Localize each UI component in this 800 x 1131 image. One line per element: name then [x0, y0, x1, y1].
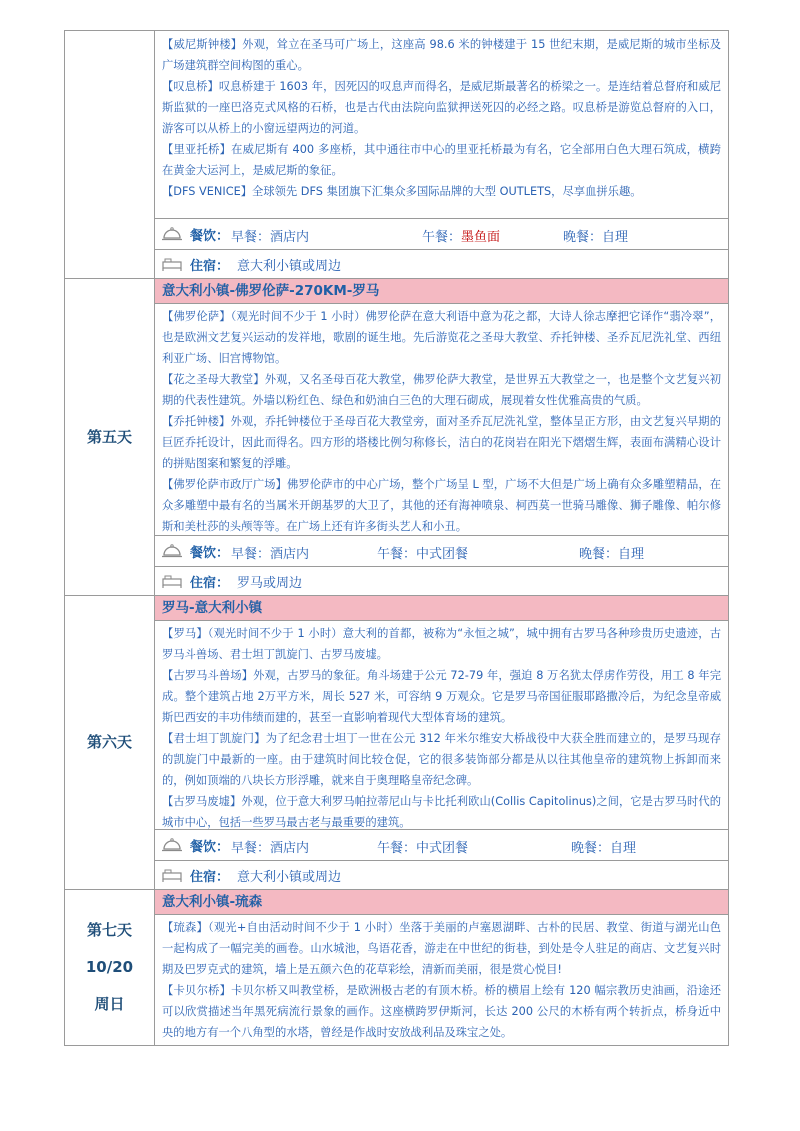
paragraph-rome: 【罗马】（观光时间不少于 1 小时）意大利的首都，被称为“永恒之城”，城中拥有古罗马各种珍贵历史遗迹，古罗马斗兽场、君士坦丁凯旋门、古罗马废墟。	[162, 627, 721, 661]
breakfast-label: 早餐：	[231, 230, 271, 245]
lodging-label: 住宿：	[190, 869, 230, 885]
breakfast-label: 早餐：	[231, 841, 271, 856]
dinner-label: 晚餐：	[571, 841, 611, 856]
breakfast-value: 酒店内	[270, 547, 310, 562]
serving-cloche-icon	[161, 226, 183, 242]
day-route-title: 意大利小镇-佛罗伦萨-270KM-罗马	[155, 279, 728, 304]
day-weekday: 周日	[94, 995, 125, 1013]
day-route-title: 意大利小镇-琉森	[155, 890, 728, 915]
dinner-label: 晚餐：	[579, 547, 619, 562]
breakfast-entry	[231, 837, 309, 856]
lunch-entry	[422, 226, 500, 245]
itinerary-table	[64, 30, 729, 1046]
day-label-cell	[65, 279, 155, 596]
dinner-value: 自理	[610, 841, 637, 856]
paragraph-dfs-venice: 【DFS VENICE】全球领先 DFS 集团旗下汇集众多国际品牌的大型 OUTLETS，尽享血拼乐趣。	[162, 185, 642, 198]
dinner-value: 自理	[618, 547, 645, 562]
dinner-label: 晚餐：	[563, 230, 603, 245]
lodging-label: 住宿：	[190, 575, 230, 591]
paragraph-lucerne: 【琉森】（观光+自由活动时间不少于 1 小时）坐落于美丽的卢塞恩湖畔、古朴的民居、教堂、街道与湖光山色一起构成了一幅完美的画卷。山水城池，鸟语花香，游走在中世纪的街巷，到处是令人驻足的商店、文艺复兴时期及巴罗克式的建筑，墙上是五颜六色的花草彩绘，清新而美丽，很是赏心悦目!	[162, 921, 721, 976]
day-row-continuation	[65, 31, 729, 279]
breakfast-value: 酒店内	[270, 230, 310, 245]
lodging-row	[155, 860, 728, 889]
day-content	[155, 596, 729, 890]
attraction-text	[155, 304, 728, 535]
paragraph-bridge-of-sighs: 【叹息桥】叹息桥建于 1603 年，因死囚的叹息声而得名，是威尼斯最著名的桥梁之一。是连结着总督府和威尼斯监狱的一座巴洛克式风格的石桥，也是古代由法院向监狱押送死囚的必经之路。叹息桥是游览总督府的入口，游客可以从桥上的小窗远望两边的河道。	[162, 80, 721, 135]
breakfast-entry	[231, 226, 309, 245]
meals-label: 餐饮：	[190, 839, 230, 855]
day-label: 第七天	[86, 921, 132, 939]
bed-icon	[161, 573, 183, 589]
serving-cloche-icon	[161, 837, 183, 853]
meals-label: 餐饮：	[190, 545, 230, 561]
lunch-value: 中式团餐	[416, 547, 469, 562]
bed-icon	[161, 867, 183, 883]
itinerary-page	[64, 30, 727, 1046]
paragraph-florence: 【佛罗伦萨】（观光时间不少于 1 小时）佛罗伦萨在意大利语中意为花之都，大诗人徐志摩把它译作“翡冷翠”，也是欧洲文艺复兴运动的发祥地，歌剧的诞生地。先后游览花之圣母大教堂、乔托钟楼、圣乔瓦尼洗礼堂、西纽利亚广场、旧宫博物馆。	[162, 310, 721, 365]
day-label-cell-empty	[65, 31, 155, 279]
lodging-value: 罗马或周边	[237, 575, 303, 591]
meals-label: 餐饮：	[190, 228, 230, 244]
day-label-cell	[65, 596, 155, 890]
meals-row	[155, 535, 728, 566]
lodging-value: 意大利小镇或周边	[237, 258, 342, 274]
dinner-value: 自理	[602, 230, 629, 245]
lunch-value: 墨鱼面	[461, 230, 501, 245]
paragraph-arch-of-constantine: 【君士坦丁凯旋门】为了纪念君士坦丁一世在公元 312 年米尔维安大桥战役中大获全胜而建立的，是罗马现存的凯旋门中最新的一座。由于建筑时间比较仓促，它的很多装饰部分都是从以往其他皇帝的建筑物上拆卸而来的，例如顶端的八块长方形浮雕，就来自于奥理略皇帝纪念碑。	[162, 732, 721, 787]
breakfast-entry	[231, 543, 309, 562]
dinner-entry	[571, 837, 636, 856]
meals-row	[155, 218, 728, 249]
day-date: 10/20	[85, 958, 134, 976]
paragraph-rialto-bridge: 【里亚托桥】在威尼斯有 400 多座桥，其中通往市中心的里亚托桥最为有名，它全部用白色大理石筑成，横跨在黄金大运河上，是威尼斯的象征。	[162, 143, 721, 177]
dinner-entry	[579, 543, 644, 562]
day-label: 第五天	[86, 427, 132, 446]
day-row-7	[65, 890, 729, 1046]
lunch-entry	[377, 837, 468, 856]
paragraph-roman-forum: 【古罗马废墟】外观，位于意大利罗马帕拉蒂尼山与卡比托利欧山(Collis Capitolinus)之间，它是古罗马时代的城市中心，包括一些罗马最古老与最重要的建筑。	[162, 795, 721, 829]
paragraph-signoria-square: 【佛罗伦萨市政厅广场】佛罗伦萨市的中心广场，整个广场呈 L 型，广场不大但是广场上确有众多雕塑精品，在众多雕塑中最有名的当属米开朗基罗的大卫了，其他的还有海神喷泉、柯西莫一世骑马雕像、狮子雕像、帕尔修斯和美杜莎的头颅等等。在广场上还有许多街头艺人和小丑。	[162, 478, 721, 533]
breakfast-label: 早餐：	[231, 547, 271, 562]
dinner-entry	[563, 226, 628, 245]
day-content	[155, 279, 729, 596]
serving-cloche-icon	[161, 543, 183, 559]
lodging-row	[155, 249, 728, 278]
attraction-text	[155, 621, 728, 829]
meals-row	[155, 829, 728, 860]
paragraph-chapel-bridge: 【卡贝尔桥】卡贝尔桥又叫教堂桥，是欧洲极古老的有顶木桥。桥的横眉上绘有 120 幅宗教历史油画，沿途还可以欣赏描述当年黑死病流行景象的画作。这座横跨罗伊斯河，长达 200 公尺的木桥有两个转折点，桥身近中央的地方有一个八角型的水塔，曾经是作战时安放战利品及珠宝之处。	[162, 984, 721, 1039]
day-route-title: 罗马-意大利小镇	[155, 596, 728, 621]
attraction-text	[155, 31, 728, 218]
day-label: 第六天	[86, 733, 132, 751]
day-content	[155, 890, 729, 1046]
day-label-cell	[65, 890, 155, 1046]
lodging-label: 住宿：	[190, 258, 230, 274]
lunch-value: 中式团餐	[416, 841, 469, 856]
bed-icon	[161, 256, 183, 272]
paragraph-giotto-campanile: 【乔托钟楼】外观，乔托钟楼位于圣母百花大教堂旁，面对圣乔瓦尼洗礼堂，整体呈正方形，由文艺复兴早期的巨匠乔托设计，因此而得名。四方形的塔楼比例匀称修长，洁白的花岗岩在阳光下熠熠生辉，表面布满精心设计的拼贴图案和繁复的浮雕。	[162, 415, 721, 470]
day-content-continuation	[155, 31, 729, 279]
paragraph-florence-cathedral: 【花之圣母大教堂】外观，又名圣母百花大教堂，佛罗伦萨大教堂，是世界五大教堂之一，也是整个文艺复兴初期的代表性建筑。外墙以粉红色、绿色和奶油白三色的大理石砌成，展现着女性优雅高贵的气质。	[162, 373, 721, 407]
lodging-row	[155, 566, 728, 595]
lunch-label: 午餐：	[377, 547, 417, 562]
breakfast-value: 酒店内	[270, 841, 310, 856]
paragraph-colosseum: 【古罗马斗兽场】外观，古罗马的象征。角斗场建于公元 72-79 年，强迫 8 万名犹太俘虏作劳役，用工 8 年完成。整个建筑占地 2万平方米，周长 527 米，可容纳 9 万观众。它是罗马帝国征服耶路撒冷后，为纪念皇帝威斯巴西安的丰功伟绩而建的，甚至一直影响着现代大型体育场的建筑。	[162, 669, 721, 724]
paragraph-venice-bell-tower: 【威尼斯钟楼】外观，耸立在圣马可广场上，这座高 98.6 米的钟楼建于 15 世纪末期，是威尼斯的城市坐标及广场建筑群空间构图的重心。	[162, 38, 721, 72]
lodging-value: 意大利小镇或周边	[237, 869, 342, 885]
day-row-6	[65, 596, 729, 890]
day-row-5	[65, 279, 729, 596]
lunch-label: 午餐：	[422, 230, 462, 245]
lunch-entry	[377, 543, 468, 562]
lunch-label: 午餐：	[377, 841, 417, 856]
attraction-text	[155, 915, 728, 1045]
